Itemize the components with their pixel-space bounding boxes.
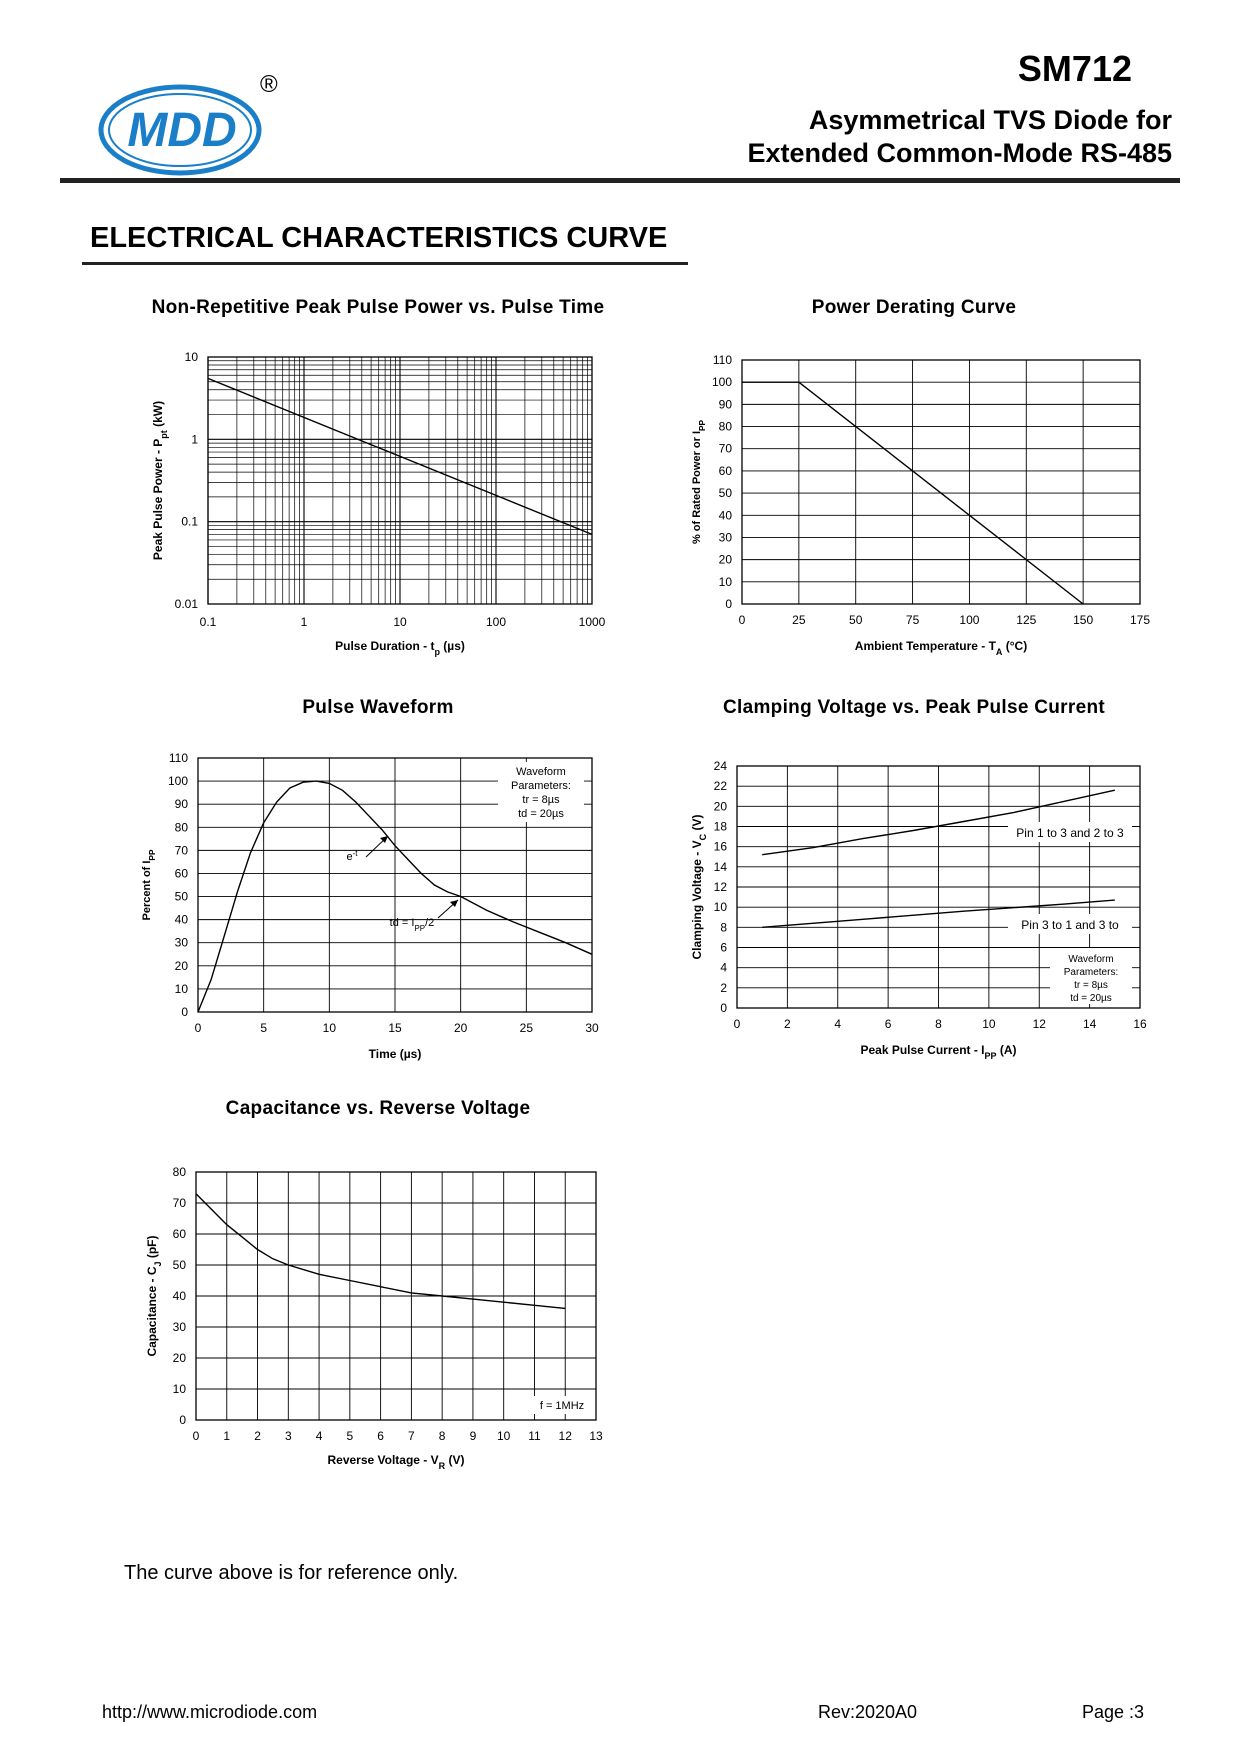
chart1-y-tick-label: 90 (718, 397, 732, 412)
chart1-y-tick-label: 60 (718, 463, 732, 478)
chart3-y-tick-label: 0 (720, 1001, 727, 1015)
chart2-legend-text: td = 20µs (518, 808, 564, 820)
subtitle-line-2: Extended Common-Mode RS-485 (747, 138, 1172, 168)
chart1-y-tick-label: 100 (711, 375, 732, 390)
chart2-y-tick-label: 20 (174, 958, 188, 973)
chart3-x-tick-label: 0 (733, 1017, 741, 1031)
chart3-y-tick-label: 8 (720, 920, 727, 935)
chart0-y-tick-label: 0.01 (174, 597, 198, 611)
chart3-legend-text: Waveform (1068, 954, 1114, 965)
chart2-y-tick-label: 0 (181, 1005, 188, 1019)
chart1-y-axis-label: % of Rated Power or $I_{PP}$ (691, 419, 707, 545)
chart1-y-tick-label: 10 (718, 574, 732, 589)
chart-title-power-derating: Power Derating Curve (811, 297, 1017, 318)
chart2-y-tick-label: 40 (174, 912, 188, 927)
chart2-y-tick-label: 60 (174, 866, 188, 881)
chart1-y-tick-label: 110 (712, 353, 732, 367)
chart2-y-tick-label: 10 (174, 981, 188, 996)
chart3-y-tick-label: 14 (713, 859, 727, 874)
chart3-x-tick-label: 16 (1133, 1017, 1147, 1031)
chart4-y-axis-label: Capacitance - $C_J$ (pF) (145, 1235, 163, 1357)
chart3-series-label-2: Pin 3 to 1 and 3 to (1021, 918, 1119, 932)
chart1-x-tick-label: 100 (959, 613, 980, 627)
chart4-x-tick-label: 0 (192, 1429, 200, 1443)
chart3-y-tick-label: 12 (713, 880, 727, 894)
part-number: SM712 (1017, 48, 1132, 89)
chart3-y-tick-label: 10 (713, 900, 727, 915)
chart4-note: f = 1MHz (539, 1400, 585, 1412)
chart2-legend-text: tr = 8µs (522, 794, 560, 806)
chart2-x-tick-label: 0 (194, 1021, 202, 1035)
chart4-y-tick-label: 60 (172, 1227, 186, 1241)
chart1-y-tick-label: 50 (718, 486, 732, 501)
chart4-x-tick-label: 7 (408, 1429, 415, 1443)
chart3-legend-text: td = 20µs (1070, 993, 1112, 1004)
chart-title-clamping-voltage: Clamping Voltage vs. Peak Pulse Current (723, 697, 1105, 718)
chart3-x-tick-label: 8 (935, 1017, 942, 1031)
chart3-y-tick-label: 2 (720, 980, 727, 995)
chart1-x-tick-label: 175 (1129, 613, 1151, 627)
chart1-y-tick-label: 0 (725, 597, 732, 611)
chart2-x-tick-label: 15 (388, 1021, 402, 1035)
chart3-series-label-1: Pin 1 to 3 and 2 to 3 (1016, 826, 1124, 840)
chart0-y-axis-label: Peak Pulse Power - $P_{pt}$ (kW) (151, 400, 169, 561)
chart3-x-tick-label: 12 (1032, 1017, 1046, 1031)
chart2-x-tick-label: 5 (260, 1021, 268, 1035)
footer-url[interactable]: http://www.microdiode.com (102, 1702, 318, 1722)
chart2-y-tick-label: 110 (168, 751, 188, 765)
chart2-y-tick-label: 50 (174, 889, 188, 904)
chart2-y-axis-label: Percent of $I_{PP}$ (141, 849, 157, 921)
chart4-x-tick-label: 1 (223, 1429, 231, 1443)
chart3-x-tick-label: 2 (784, 1017, 791, 1031)
chart2-legend-text: Parameters: (511, 780, 571, 792)
chart1-plot-frame (742, 360, 1140, 604)
chart4-x-tick-label: 2 (254, 1429, 261, 1443)
registered-mark: ® (260, 71, 278, 98)
chart3-y-axis-label: Clamping Voltage - $V_C$ (V) (690, 814, 708, 960)
chart2-annotation-td: td = $I_{PP}/2$ (389, 917, 435, 933)
chart3-y-tick-label: 22 (713, 779, 727, 794)
chart2-x-tick-label: 10 (322, 1021, 337, 1035)
chart0-x-tick-label: 1 (300, 615, 308, 629)
footer-revision: Rev:2020A0 (818, 1702, 918, 1722)
chart3-legend-text: tr = 8µs (1074, 980, 1108, 991)
chart3-y-tick-label: 18 (713, 819, 727, 834)
chart3-x-tick-label: 6 (884, 1017, 892, 1031)
chart2-y-tick-label: 70 (174, 843, 188, 858)
chart1-y-tick-label: 30 (718, 530, 732, 545)
chart3-y-tick-label: 16 (713, 839, 727, 854)
chart1-y-tick-label: 40 (718, 508, 732, 523)
chart4-y-tick-label: 80 (172, 1165, 186, 1179)
chart3-y-tick-label: 6 (720, 940, 727, 955)
chart4-x-tick-label: 12 (558, 1429, 572, 1443)
logo-text: MDD (127, 104, 237, 157)
chart1-x-tick-label: 125 (1016, 613, 1037, 627)
chart3-x-tick-label: 10 (982, 1017, 996, 1031)
subtitle-line-1: Asymmetrical TVS Diode for (808, 105, 1172, 135)
chart2-y-tick-label: 80 (174, 820, 188, 835)
chart2-y-tick-label: 30 (174, 935, 188, 950)
chart1-x-axis-label: Ambient Temperature - $T_A$ (°C) (854, 639, 1028, 657)
chart4-y-tick-label: 0 (179, 1413, 186, 1427)
chart4-y-tick-label: 70 (172, 1196, 186, 1210)
chart3-x-tick-label: 14 (1082, 1017, 1097, 1031)
chart4-y-tick-label: 40 (172, 1289, 186, 1303)
chart1-y-tick-label: 70 (718, 441, 732, 456)
chart4-x-tick-label: 6 (377, 1429, 384, 1443)
chart4-x-tick-label: 3 (284, 1429, 292, 1443)
chart4-x-axis-label: Reverse Voltage - $V_R$ (V) (327, 1453, 465, 1471)
chart2-y-tick-label: 100 (167, 774, 188, 789)
chart3-y-tick-label: 20 (713, 799, 727, 814)
chart0-x-tick-label: 0.1 (199, 615, 217, 629)
chart2-x-tick-label: 25 (519, 1021, 534, 1035)
reference-note: The curve above is for reference only. (124, 1562, 459, 1584)
chart0-x-axis-label: Pulse Duration - $t_p$ (µs) (335, 639, 465, 657)
chart0-y-tick-label: 10 (184, 350, 198, 364)
chart2-legend-text: Waveform (516, 766, 566, 778)
chart3-x-tick-label: 4 (834, 1017, 842, 1031)
chart2-x-axis-label: Time (µs) (368, 1047, 422, 1061)
chart4-x-tick-label: 8 (438, 1429, 446, 1443)
chart-title-peak-pulse-power: Non-Repetitive Peak Pulse Power vs. Pulse Time (151, 297, 605, 318)
chart0-x-tick-label: 10 (393, 615, 407, 629)
chart1-y-tick-label: 80 (718, 419, 732, 434)
chart4-x-tick-label: 4 (315, 1429, 323, 1443)
chart-title-pulse-waveform: Pulse Waveform (302, 697, 454, 718)
chart4-y-tick-label: 20 (172, 1351, 186, 1365)
chart1-x-tick-label: 50 (849, 613, 863, 627)
chart1-x-tick-label: 25 (792, 613, 806, 627)
chart2-y-tick-label: 90 (174, 797, 188, 812)
chart4-x-tick-label: 10 (497, 1429, 511, 1443)
chart3-legend-text: Parameters: (1063, 967, 1119, 978)
chart0-y-tick-label: 0.1 (181, 514, 198, 529)
chart4-y-tick-label: 10 (172, 1382, 186, 1396)
chart4-x-tick-label: 11 (528, 1429, 541, 1443)
chart4-x-tick-label: 5 (346, 1429, 354, 1443)
chart-title-capacitance: Capacitance vs. Reverse Voltage (225, 1098, 531, 1119)
chart3-x-axis-label: Peak Pulse Current - $I_{PP}$ (A) (860, 1043, 1017, 1061)
section-title: ELECTRICAL CHARACTERISTICS CURVE (90, 222, 668, 254)
chart4-x-tick-label: 9 (469, 1429, 477, 1443)
chart3-y-tick-label: 4 (720, 960, 727, 975)
chart2-annotation-e: $e^{-t}$ (346, 848, 358, 863)
chart2-x-tick-label: 20 (453, 1021, 468, 1035)
chart1-y-tick-label: 20 (718, 552, 732, 567)
chart0-x-tick-label: 100 (485, 615, 507, 629)
chart1-x-tick-label: 0 (738, 613, 746, 627)
chart1-x-tick-label: 75 (905, 613, 920, 627)
chart4-x-tick-label: 13 (589, 1429, 603, 1443)
chart0-x-tick-label: 1000 (578, 615, 606, 629)
chart4-y-tick-label: 50 (172, 1258, 186, 1272)
chart0-y-tick-label: 1 (191, 432, 198, 447)
chart4-y-tick-label: 30 (172, 1320, 186, 1334)
footer-page-number: Page :3 (1082, 1702, 1145, 1722)
chart3-y-tick-label: 24 (713, 759, 727, 773)
chart1-x-tick-label: 150 (1073, 613, 1094, 627)
chart2-x-tick-label: 30 (585, 1021, 599, 1035)
